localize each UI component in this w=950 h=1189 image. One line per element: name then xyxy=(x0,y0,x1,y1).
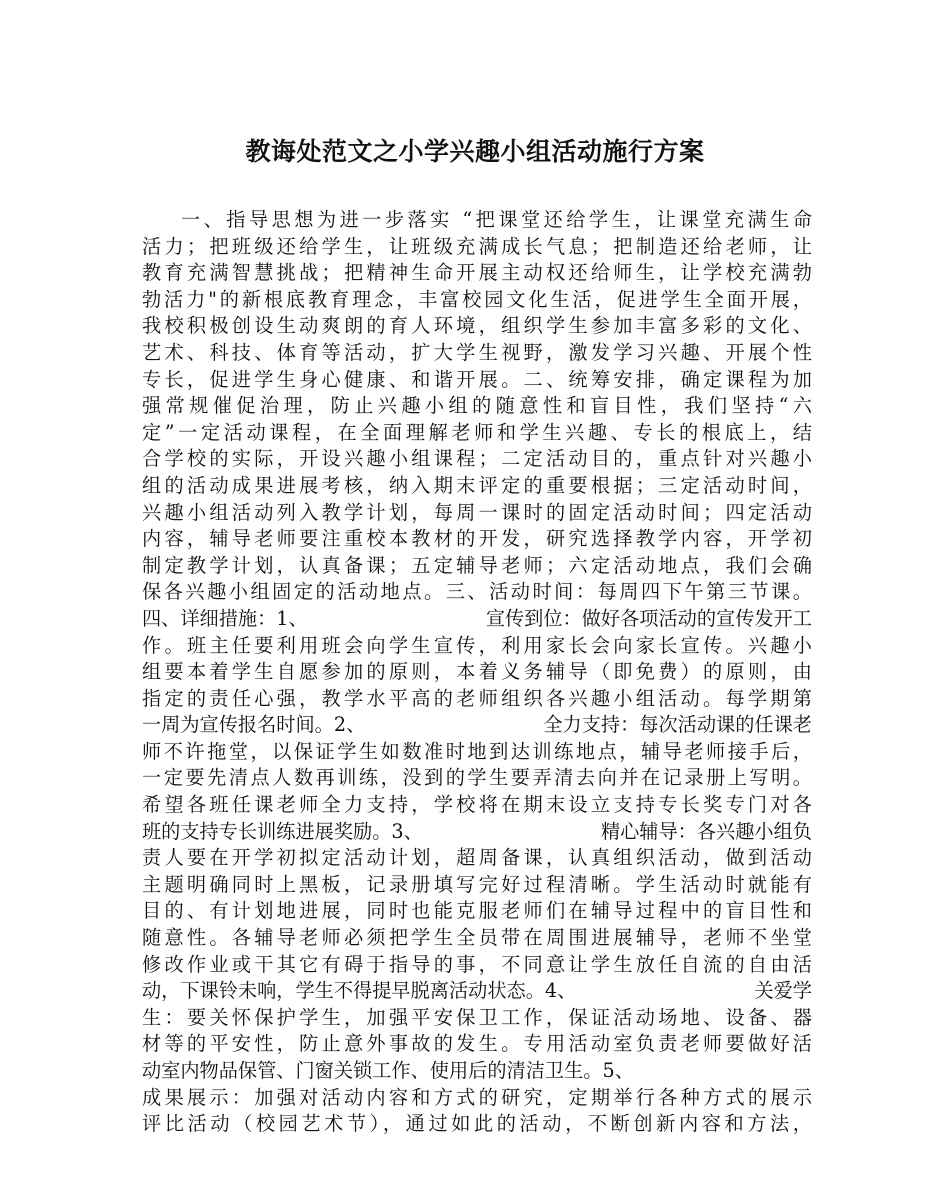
paragraph-line: 动室内物品保管、门窗关锁工作、使用后的清洁卫生。5、 xyxy=(142,1059,634,1082)
paragraph-line: 定”一定活动课程，在全面理解老师和学生兴趣、专长的根底上，结 xyxy=(142,420,812,444)
paragraph-line: 勃活力"的新根底教育理念，丰富校园文化生活，促进学生全面开展， xyxy=(142,287,812,311)
paragraph-line: 一、指导思想为进一步落实 “把课堂还给学生，让课堂充满生命 xyxy=(181,208,812,231)
paragraph-line: 生：要关怀保护学生，加强平安保卫工作，保证活动场地、设备、器 xyxy=(142,1005,812,1029)
paragraph-line: 组的活动成果进展考核，纳入期末评定的重要根据；三定活动时间， xyxy=(142,473,812,497)
paragraph-line: 艺术、科技、体育等活动，扩大学生视野，激发学习兴趣、开展个性 xyxy=(142,340,812,364)
paragraph-line: 一定要先清点人数再训练，没到的学生要弄清去向并在记录册上写明。 xyxy=(142,766,812,790)
paragraph-line: 活力；把班级还给学生，让班级充满成长气息；把制造还给老师，让 xyxy=(142,234,812,258)
paragraph-line: 修改作业或干其它有碍于指导的事，不同意让学生放任自流的自由活 xyxy=(142,952,812,976)
paragraph-line xyxy=(142,819,812,846)
paragraph-line: 强常规催促治理，防止兴趣小组的随意性和盲目性，我们坚持“六 xyxy=(142,394,812,418)
paragraph-line: 合学校的实际，开设兴趣小组课程；二定活动目的，重点针对兴趣小 xyxy=(142,447,812,471)
paragraph-line: 专长，促进学生身心健康、和谐开展。二、统筹安排，确定课程为加 xyxy=(142,367,812,391)
paragraph-line: 教育充满智慧挑战；把精神生命开展主动权还给师生，让学校充满勃 xyxy=(142,261,812,285)
paragraph-line: 目的、有计划地进展，同时也能克服老师们在辅导过程中的盲目性和 xyxy=(142,899,812,923)
paragraph-line: 主题明确同时上黑板，记录册填写完好过程清晰。学生活动时就能有 xyxy=(142,872,812,896)
paragraph-line: 材等的平安性，防止意外事故的发生。专用活动室负责老师要做好活 xyxy=(142,1032,812,1056)
paragraph-line xyxy=(142,978,812,1005)
paragraph-line: 内容，辅导老师要注重校本教材的开发，研究选择教学内容，开学初 xyxy=(142,527,812,551)
paragraph-line: 指定的责任心强，教学水平高的老师组织各兴趣小组活动。每学期第 xyxy=(142,686,812,710)
paragraph-line xyxy=(142,606,812,633)
line-segment: 精心辅导：各兴趣小组负 xyxy=(600,819,812,843)
paragraph-line: 保各兴趣小组固定的活动地点。三、活动时间：每周四下午第三节课。 xyxy=(142,580,812,604)
paragraph-line: 制定教学计划，认真备课；五定辅导老师；六定活动地点，我们会确 xyxy=(142,553,812,577)
line-segment: 一周为宣传报名时间。2、 xyxy=(142,713,366,737)
paragraph-line: 我校积极创设生动爽朗的育人环境，组织学生参加丰富多彩的文化、 xyxy=(142,314,812,338)
paragraph-line: 责人要在开学初拟定活动计划，超周备课，认真组织活动，做到活动 xyxy=(142,846,812,870)
line-segment: 宣传到位：做好各项活动的宣传发开工 xyxy=(485,606,812,630)
line-segment: 班的支持专长训练进展奖励。3、 xyxy=(142,819,423,843)
paragraph-line: 希望各班任课老师全力支持，学校将在期末设立支持专长奖专门对各 xyxy=(142,793,812,817)
line-segment: 动，下课铃未响，学生不得提早脱离活动状态。4、 xyxy=(142,979,577,1003)
document-body xyxy=(142,207,812,1138)
paragraph-line: 师不许拖堂，以保证学生如数准时地到达训练地点，辅导老师接手后， xyxy=(142,739,812,763)
line-segment: 全力支持：每次活动课的任课老 xyxy=(543,713,812,737)
document-title: 教诲处范文之小学兴趣小组活动施行方案 xyxy=(245,137,705,166)
paragraph-line: 成果展示：加强对活动内容和方式的研究，定期举行各种方式的展示 xyxy=(142,1085,812,1109)
line-segment: 关爱学 xyxy=(754,979,812,1003)
paragraph-line: 随意性。各辅导老师必须把学生全员带在周围进展辅导，老师不坐堂 xyxy=(142,926,812,950)
paragraph-line: 作。班主任要利用班会向学生宣传，利用家长会向家长宣传。兴趣小 xyxy=(142,633,812,657)
paragraph-line: 兴趣小组活动列入教学计划，每周一课时的固定活动时间；四定活动 xyxy=(142,500,812,524)
paragraph-line xyxy=(142,712,812,739)
paragraph-line: 评比活动（校园艺术节），通过如此的活动，不断创新内容和方法， xyxy=(142,1112,812,1136)
paragraph-line: 组要本着学生自愿参加的原则，本着义务辅导（即免费）的原则，由 xyxy=(142,660,812,684)
line-segment: 四、详细措施：1、 xyxy=(142,606,308,630)
